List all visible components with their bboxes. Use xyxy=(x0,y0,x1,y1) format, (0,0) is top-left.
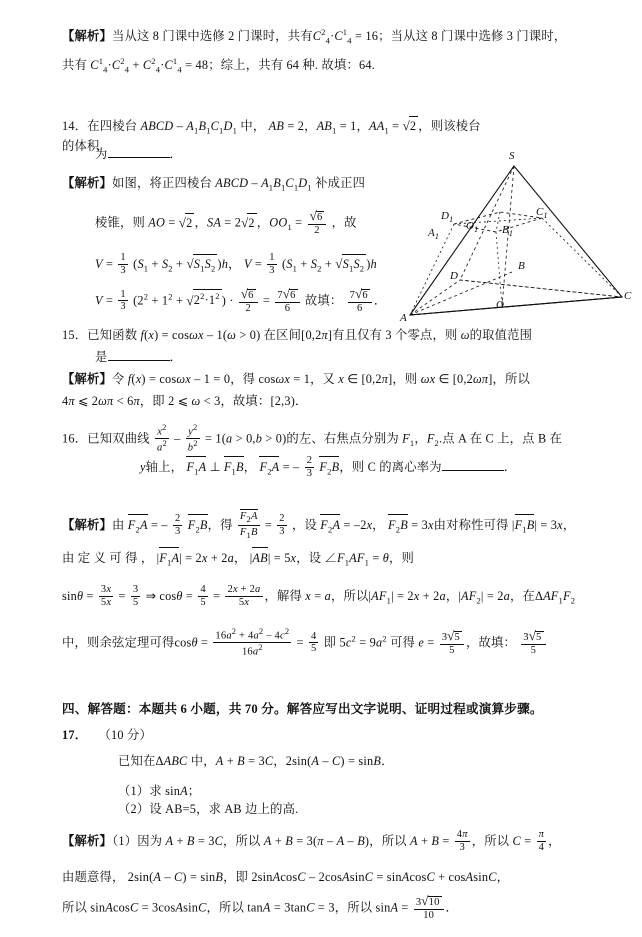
solution-17-line1: 【解析】（1）因为 A + B = 3C，所以 A + B = 3(π – A – B)，所以 A + B = $\frac{4\pi}{3}$ ，所以 C = $\frac{\pi}{4}$ ， xyxy=(62,829,561,853)
solution-15-text-a: 令 xyxy=(112,372,125,386)
solution-14-volume-formula: V = $\frac{1}{3}$ ($S_1 + S_2 + √S_1S_2$ )h， V = $\frac{1}{3}$ ($S_1 + S_2 + √S_1S_2$ )h xyxy=(95,252,377,276)
solution-16-text-m: 即 xyxy=(323,635,337,650)
question-17-label: 17． xyxy=(62,728,88,742)
vector-F1A: $F_1A$ xyxy=(186,457,206,478)
solution-15-text-g: ，故填： xyxy=(220,394,271,408)
solution-16-text-l: 中，则余弦定理可得 xyxy=(62,635,175,650)
question-15-stem: 15．已知函数 f(x) = cosωx – 1(ω > 0) 在区间[0,2π]有且仅有 3 个零点，则 ω的取值范围 xyxy=(62,328,533,342)
solution-13-formula-b: $C^1_4\cdot C^2_4 + C^2_4\cdot C^1_4 = 48$ xyxy=(90,56,209,75)
question-17-part1-text: （1）求 xyxy=(118,784,162,798)
fraction-x2-over-a2: $\frac{x^2}{a^2}$ xyxy=(156,422,167,454)
solution-13-line1 xyxy=(62,26,622,47)
solution-15-line1: 【解析】令 f(x) = cosωx – 1 = 0，得 cosωx = 1，又 x ∈ [0,2π]，则 ωx ∈ [0,2ωπ]，所以 xyxy=(62,372,531,386)
answer-blank[interactable] xyxy=(108,145,170,158)
solution-17-text-d: ，所以 xyxy=(471,834,510,849)
solution-15-text-c: ，又 xyxy=(310,372,336,386)
solution-label: 【解析】 xyxy=(62,29,112,44)
question-16-text-e: 轴上， xyxy=(145,460,184,475)
solution-16-text-e: ， xyxy=(562,517,576,532)
section-4-title: 四、解答题：本题共 6 小题，共 70 分。解答应写出文字说明、证明过程或演算步骤。 xyxy=(62,702,543,716)
vector-F1B: $F_1B$ xyxy=(224,457,244,478)
solution-16-text-n: 可得 xyxy=(390,635,416,650)
solution-label: 【解析】 xyxy=(62,372,112,386)
question-16-stem: 16．已知双曲线 $\frac{x^2}{a^2}$ – $\frac{y^2}{b^2}$ = 1(a > 0,b > 0)的左、右焦点分别为 $F_1$，$F_2$.点 A 在 C 上，点 B 在 xyxy=(62,422,563,454)
solution-13-line2 xyxy=(62,55,622,76)
question-17-number xyxy=(62,726,152,744)
solution-14-text-b: 补成正四 xyxy=(315,176,366,190)
solution-16-text-f: 由 定 义 可 得 ， xyxy=(62,551,154,565)
question-15-text-c: 有且仅有 3 个零点，则 xyxy=(332,328,458,342)
solution-14-volume-value: V = $\frac{1}{3}$ ($2^2 + 1^2 + √2^2\cdot 1^2$ ) · $\frac{√6}{2}$ = $\frac{7√6}{6}$ 故填： $\frac{7√6}{6}$ ． xyxy=(95,286,387,314)
answer-blank[interactable] xyxy=(442,458,504,471)
solution-label: 【解析】 xyxy=(62,517,112,532)
fraction-one-third: $\frac{1}{3}$ xyxy=(120,288,126,313)
solution-13-text-b: ；当从这 8 门课中选修 3 门课时， xyxy=(378,29,567,44)
question-16-text-a: 已知双曲线 xyxy=(87,431,150,446)
solution-14-text-a: 如图，将正四棱台 xyxy=(112,176,212,190)
question-16-text-f: ，则 C 的离心率为 xyxy=(339,460,442,475)
solution-17-line3: 所以 sinAcosC = 3cosAsinC，所以 tanA = 3tanC = 3，所以 sinA = $\frac{3√10}{10}$ ． xyxy=(62,893,459,921)
figure-label-C1: $C_1$ xyxy=(536,206,548,221)
solution-14-text-c: 棱锥，则 xyxy=(95,215,145,230)
question-14-number: 14． xyxy=(62,119,88,133)
solution-17-text-i: ，所以 xyxy=(334,900,373,915)
fraction-two-thirds: $\frac{2}{3}$ xyxy=(306,455,313,479)
solution-13-text-a: 当从这 8 门课中选修 2 门课时，共有 xyxy=(112,29,313,44)
figure-label-A1: $A_1$ xyxy=(428,227,439,242)
solution-16-text-k: ，在 xyxy=(509,589,535,604)
question-15-text-a: 已知函数 xyxy=(87,328,138,342)
question-16-text-b: 的左、右焦点分别为 xyxy=(286,431,399,446)
solution-13-text-d: ；综上，共有 64 种. 故填：64. xyxy=(208,58,375,73)
solution-17-text-c: ，所以 xyxy=(369,834,407,849)
solution-17-text-g: 所以 xyxy=(62,900,87,915)
question-14-text-d: 为 xyxy=(95,147,108,161)
question-14-solid: ABCD xyxy=(140,119,174,133)
solution-16-text-a: 由 xyxy=(112,517,125,532)
solution-17-text-h: ，所以 xyxy=(206,900,244,915)
solution-16-text-h: ，则 xyxy=(389,551,414,565)
solution-14-text-e: 故填： xyxy=(304,293,343,308)
question-14-text-a: 在四棱台 xyxy=(87,119,138,133)
solution-17-text-b: ，所以 xyxy=(223,834,261,849)
fraction-y2-over-b2: $\frac{y^2}{b^2}$ xyxy=(187,422,198,454)
figure-label-O1: $O_1$ xyxy=(466,220,479,235)
question-17-part-1: （1）求 sinA； xyxy=(118,784,201,798)
solution-16-text-c: ，设 xyxy=(292,517,318,532)
solution-16-line2: 由 定 义 可 得 ， $|F_1A| = 2x + 2a$， |AB| = 5x，设 $\angle F_1AF_1 = \theta$，则 xyxy=(62,548,632,569)
question-17-given: 已知在ΔABC 中，A + B = 3C，2sin(A – C) = sinB． xyxy=(118,754,394,768)
question-14-text-b: 中， xyxy=(240,119,266,133)
figure-label-C: C xyxy=(624,290,632,302)
solution-17-line2: 由题意得， 2sin(A – C) = sinB，即 2sinAcosC – 2cosAsinC = sinAcosC + cosAsinC， xyxy=(62,870,510,884)
solution-16-text-d: 由对称性可得 xyxy=(433,517,509,532)
solution-17-text-e: 由题意得， xyxy=(62,870,125,884)
solution-17-text-f: ，即 xyxy=(223,870,249,884)
solution-16-text-i: ，解得 xyxy=(264,589,302,604)
fraction-one-third: $\frac{1}{3}$ xyxy=(269,252,275,276)
solution-14-line2: 棱锥，则 AO = √2 ，SA = 2√2 ，$OO_1$ = $\frac{√6}{2}$ ，故 xyxy=(95,208,357,236)
question-14-stem: 14．在四棱台 ABCD – $A_1B_1C_1D_1$ 中， AB = 2，$AB_1 = 1$，$AA_1 = √2$ ，则该棱台的体积 xyxy=(62,118,481,154)
solution-16-line3: sinθ = $\frac{3x}{5x}$ = $\frac{3}{5}$ ⇒ cosθ = $\frac{4}{5}$ = $\frac{2x + 2a}{5x}$ ，解得 x = a，所以$|AF_1| = 2x + 2a$，$|AF_2| = 2a$，在$\Delta AF_1F_2$ xyxy=(62,584,576,608)
fraction-sqrt6-over-2: $\frac{√6}{2}$ xyxy=(239,287,258,315)
figure-label-D: D xyxy=(450,270,458,282)
solution-15-text-d: ，则 xyxy=(392,372,418,386)
question-15-number: 15． xyxy=(62,328,88,342)
solution-15-line2: 4π ⩽ 2ωπ < 6π，即 2 ⩽ ω < 3，故填：[2,3)． xyxy=(62,394,308,408)
solution-15-text-e: ，所以 xyxy=(492,372,531,386)
question-16-stem-line2: y轴上， $F_1A$ ⊥ $F_1B$， $F_2A$ = – $\frac{2}{3}$ $F_2B$，则 C 的离心率为 ． xyxy=(140,455,517,479)
solution-16-text-b: ，得 xyxy=(207,517,233,532)
fraction-7sqrt6-over-6: $\frac{7√6}{6}$ xyxy=(275,287,299,315)
solution-16-line4: 中，则余弦定理可得cosθ = $\frac{16a^2 + 4a^2 - 4c^2}{16a^2}$ = $\frac{4}{5}$ 即 $5c^2 = 9a^2$ 可得 e = $\frac{3√5}{5}$ ，故填： $\frac{3√5}{5}$ xyxy=(62,628,632,660)
solution-15-text-b: ，得 xyxy=(230,372,256,386)
solution-14-line1: 【解析】如图，将正四棱台 ABCD – $A_1B_1C_1D_1$ 补成正四 xyxy=(62,176,366,193)
geometry-figure-frustum xyxy=(392,152,640,332)
solution-14-text-d: ，故 xyxy=(331,215,357,230)
solution-17-text-a: （1）因为 xyxy=(112,834,163,849)
fraction-sqrt6-over-2: $\frac{√6}{2}$ xyxy=(308,209,327,237)
question-17-part-2: （2）设 AB=5，求 AB 边上的高. xyxy=(118,802,299,816)
figure-label-O: O xyxy=(496,299,504,311)
solution-16-line1: 【解析】由 $F_2A$ = – $\frac{2}{3}$ $F_2B$，得 $\frac{F_2A}{F_1B}$ = $\frac{2}{3}$ ，设 $F_2A = -2x$， $F_2B = 3x$由对称性可得 $|F_1B| = 3x$， xyxy=(62,511,576,540)
solution-label: 【解析】 xyxy=(62,834,112,849)
solution-16-text-o: ，故填： xyxy=(465,635,516,650)
fraction-F2A-over-F1B: $\frac{F_2A}{F_1B}$ xyxy=(239,511,258,540)
question-14-text-c: ，则该棱台的体积 xyxy=(62,119,481,154)
figure-label-S: S xyxy=(509,150,515,162)
figure-label-B: B xyxy=(518,260,525,272)
solution-16-text-j: ，所以 xyxy=(331,589,369,604)
answer-blank[interactable] xyxy=(108,348,170,361)
question-16-text-d: 点 A 在 C 上，点 B 在 xyxy=(442,431,563,446)
fraction-one-third: $\frac{1}{3}$ xyxy=(120,252,126,276)
question-15-answer-line: 是 ． xyxy=(95,350,182,364)
question-17-given-text: 已知在 xyxy=(118,754,156,768)
solution-label: 【解析】 xyxy=(62,176,112,190)
figure-label-A: A xyxy=(400,312,407,324)
question-15-text-d: 的取值范围 xyxy=(469,328,533,342)
vector-F2B: $F_2B$ xyxy=(319,457,339,478)
solution-13-formula-a: $C^2_4\cdot C^1_4 = 16$ xyxy=(312,27,379,46)
solution-16-text-g: ，设 xyxy=(296,551,322,565)
solution-13-text-c: 共有 xyxy=(62,58,87,73)
question-16-number: 16． xyxy=(62,431,88,446)
question-15-text-e: 是 xyxy=(95,350,108,364)
fraction-7sqrt6-over-6: $\frac{7√6}{6}$ xyxy=(348,287,372,315)
vector-F2A: $F_2A$ xyxy=(259,457,279,478)
question-15-text-b: 在区间 xyxy=(263,328,302,342)
question-17-points: （10 分） xyxy=(98,728,152,742)
figure-label-D1: $D_1$ xyxy=(441,210,454,225)
question-14-answer-line: 为 ． xyxy=(95,147,182,161)
figure-label-B1: $B_1$ xyxy=(502,224,513,239)
solution-15-text-f: ，即 xyxy=(139,394,165,408)
